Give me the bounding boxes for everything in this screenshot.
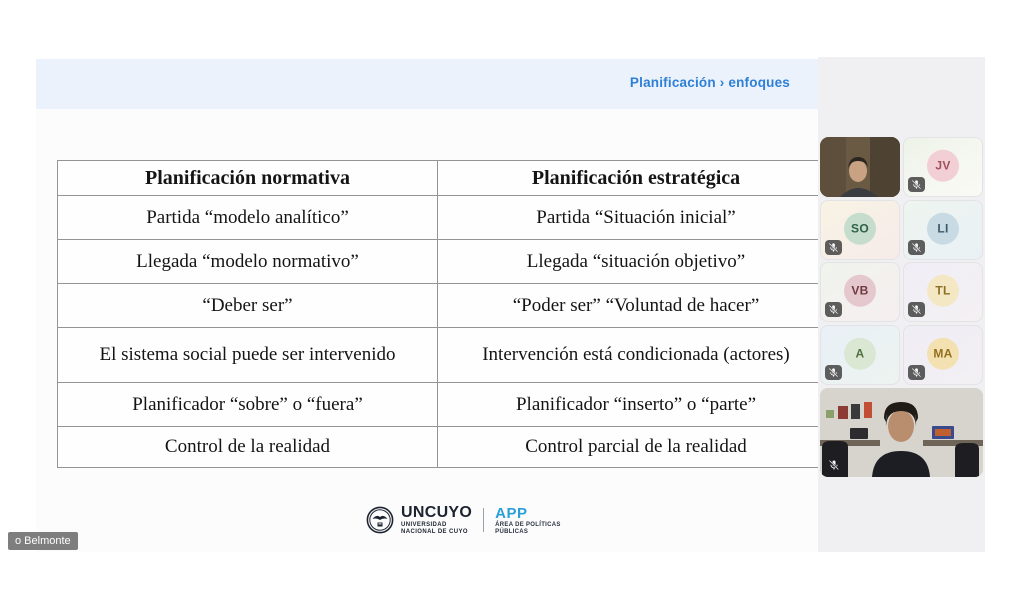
breadcrumb: Planificación › enfoques	[629, 75, 790, 90]
table-cell: Planificador “inserto” o “parte”	[438, 383, 819, 427]
participant-video-man[interactable]	[820, 137, 900, 197]
table-cell: Llegada “situación objetivo”	[438, 240, 819, 284]
participant-tile-jv[interactable]	[903, 137, 983, 197]
shared-slide	[36, 59, 818, 552]
participant-avatar: VB	[844, 275, 876, 307]
participant-avatar: A	[844, 338, 876, 370]
participant-avatar: JV	[927, 150, 959, 182]
org-name: UNCUYO	[401, 504, 473, 521]
logo-divider	[483, 508, 484, 532]
table-row	[58, 328, 819, 383]
mic-muted-icon	[908, 240, 925, 255]
uncuyo-wordmark	[401, 505, 472, 535]
participant-tile-vb[interactable]	[820, 262, 900, 322]
woman-video-content	[820, 388, 983, 477]
participant-tile-tl[interactable]	[903, 262, 983, 322]
table-row	[58, 383, 819, 427]
table-row	[58, 284, 819, 328]
footer-logo	[366, 505, 561, 535]
table-cell: El sistema social puede ser intervenido	[58, 328, 438, 383]
presenter-name-badge: o Belmonte	[8, 532, 78, 550]
participant-tile-ma[interactable]	[903, 325, 983, 385]
participant-tile-li[interactable]	[903, 200, 983, 260]
table-cell: Planificador “sobre” o “fuera”	[58, 383, 438, 427]
mic-muted-icon	[825, 240, 842, 255]
org-subline-1: UNIVERSIDAD	[401, 522, 447, 528]
mic-muted-icon	[908, 365, 925, 380]
participant-tile-a[interactable]	[820, 325, 900, 385]
table-cell: Llegada “modelo normativo”	[58, 240, 438, 284]
participant-avatar: TL	[927, 275, 959, 307]
table-header-left: Planificación normativa	[58, 161, 438, 196]
mic-muted-icon	[908, 302, 925, 317]
mic-muted-icon	[825, 365, 842, 380]
table-cell: Control de la realidad	[58, 427, 438, 468]
table-cell: “Deber ser”	[58, 284, 438, 328]
table-header-right: Planificación estratégica	[438, 161, 819, 196]
participant-video-woman[interactable]	[820, 388, 983, 477]
uncuyo-emblem-icon	[366, 506, 394, 534]
table-header-row	[58, 161, 819, 196]
unit-name: APP	[495, 504, 528, 522]
participant-avatar: LI	[927, 213, 959, 245]
table-cell: Partida “modelo analítico”	[58, 196, 438, 240]
participant-tile-so[interactable]	[820, 200, 900, 260]
participants-panel	[818, 57, 985, 552]
org-subline-2: NACIONAL DE CUYO	[401, 529, 468, 535]
mic-muted-icon	[826, 458, 841, 472]
participant-avatar: MA	[927, 338, 959, 370]
table-row	[58, 196, 819, 240]
table-row	[58, 240, 819, 284]
table-cell: Intervención está condicionada (actores)	[438, 328, 819, 383]
unit-subline-1: ÁREA DE POLÍTICAS	[495, 521, 561, 528]
table-cell: “Poder ser” “Voluntad de hacer”	[438, 284, 819, 328]
app-wordmark	[495, 506, 561, 535]
man-video-content	[820, 137, 900, 197]
mic-muted-icon	[825, 302, 842, 317]
comparison-table	[57, 160, 818, 468]
table-cell: Control parcial de la realidad	[438, 427, 819, 468]
table-cell: Partida “Situación inicial”	[438, 196, 819, 240]
mic-muted-icon	[908, 177, 925, 192]
participant-avatar: SO	[844, 213, 876, 245]
unit-subline-2: PÚBLICAS	[495, 528, 529, 535]
table-row	[58, 427, 819, 468]
